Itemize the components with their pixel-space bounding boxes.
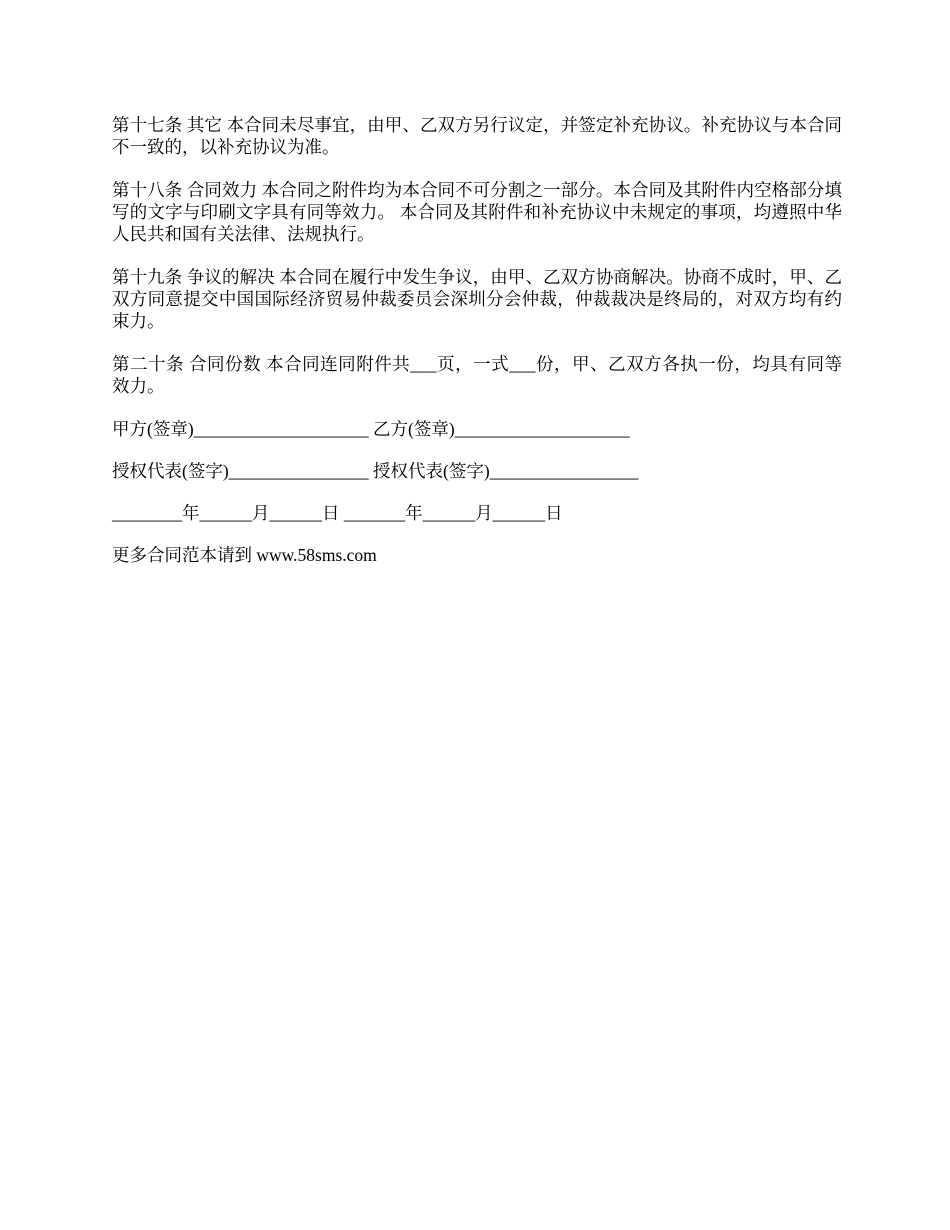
footer-note: 更多合同范本请到 www.58sms.com — [112, 545, 377, 565]
contract-page — [112, 114, 842, 586]
article-18-validity: 第十八条 合同效力 本合同之附件均为本合同不可分割之一部分。本合同及其附件内空格部分填写的文字与印刷文字具有同等效力。 本合同及其附件和补充协议中未规定的事项，均遵照中华人民共和国有关法律、法规执行。 — [112, 180, 842, 244]
representative-signature-line: 授权代表(签字)________________ 授权代表(签字)_________________ — [112, 461, 639, 481]
article-20-copies: 第二十条 合同份数 本合同连同附件共___页，一式___份，甲、乙双方各执一份，均具有同等 效力。 — [112, 354, 842, 396]
seal-signature-line: 甲方(签章)____________________ 乙方(签章)____________________ — [112, 419, 630, 439]
article-19-dispute: 第十九条 争议的解决 本合同在履行中发生争议，由甲、乙双方协商解决。协商不成时，甲、乙双方同意提交中国国际经济贸易仲裁委员会深圳分会仲裁，仲裁裁决是终局的，对双方均有约束力。 — [112, 267, 842, 331]
article-17-other: 第十七条 其它 本合同未尽事宜，由甲、乙双方另行议定，并签定补充协议。补充协议与本合同不一致的，以补充协议为准。 — [112, 115, 842, 157]
date-line: ________年______月______日 _______年______月______日 — [112, 503, 563, 523]
